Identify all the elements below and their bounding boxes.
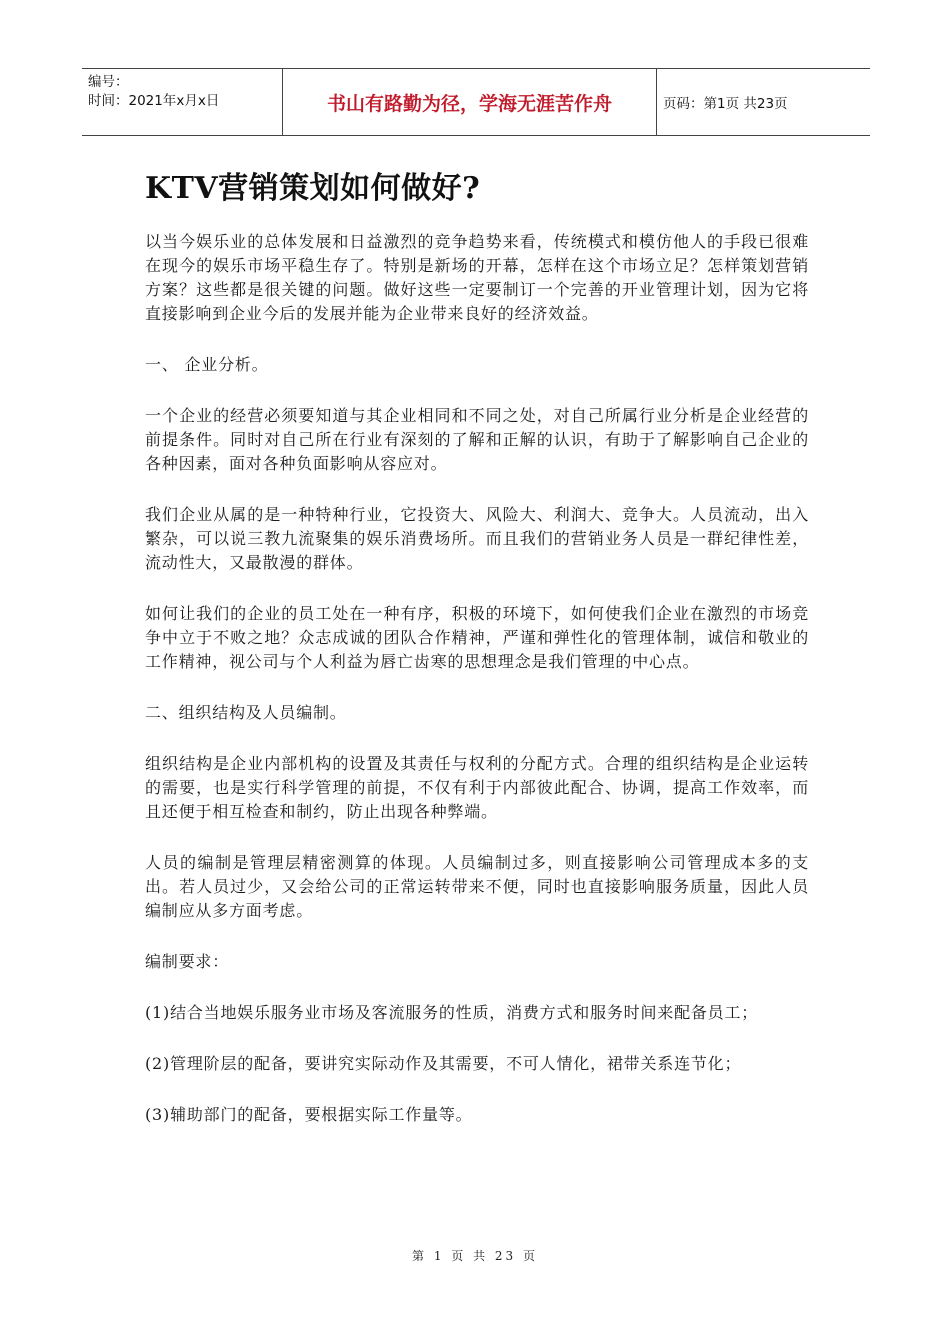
- document-body: [145, 230, 809, 1154]
- paragraph-intro: 以当今娱乐业的总体发展和日益激烈的竞争趋势来看，传统模式和模仿他人的手段已很难在现今的娱乐市场平稳生存了。特别是新场的开幕，怎样在这个市场立足？怎样策划营销方案？这些都是很关键的问题。做好这些一定要制订一个完善的开业管理计划，因为它将直接影响到企业今后的发展并能为企业带来良好的经济效益。: [145, 232, 809, 323]
- time-label: 时间：2021年x月x日: [88, 93, 220, 109]
- document-title: KTV营销策划如何做好?: [145, 171, 481, 206]
- page-footer: 第 1 页 共 23 页: [412, 1249, 538, 1263]
- page-header: [82, 68, 870, 136]
- header-page-info: 页码：第1页 共23页: [663, 96, 788, 112]
- section-heading-organization: 二、组织结构及人员编制。: [145, 703, 347, 722]
- section-heading-enterprise-analysis: 一、 企业分析。: [145, 355, 269, 374]
- paragraph: 一个企业的经营必须要知道与其企业相同和不同之处，对自己所属行业分析是企业经营的前提条件。同时对自己所在行业有深刻的了解和正解的认识，有助于了解影响自己企业的各种因素，面对各种负面影响从容应对。: [145, 406, 809, 473]
- header-meta: [82, 69, 282, 135]
- paragraph: 如何让我们的企业的员工处在一种有序，积极的环境下，如何使我们企业在激烈的市场竞争中立于不败之地？众志成诚的团队合作精神，严谨和弹性化的管理体制，诚信和敬业的工作精神，视公司与个人利益为唇亡齿寒的思想理念是我们管理的中心点。: [145, 604, 809, 671]
- paragraph: 组织结构是企业内部机构的设置及其责任与权利的分配方式。合理的组织结构是企业运转的需要，也是实行科学管理的前提，不仅有利于内部彼此配合、协调，提高工作效率，而且还便于相互检查和制约，防止出现各种弊端。: [145, 754, 809, 821]
- staffing-requirements-heading: 编制要求：: [145, 952, 230, 971]
- requirement-item: (3)辅助部门的配备，要根据实际工作量等。: [145, 1105, 473, 1124]
- paragraph: 我们企业从属的是一种特种行业，它投资大、风险大、利润大、竞争大。人员流动，出入繁杂，可以说三教九流聚集的娱乐消费场所。而且我们的营销业务人员是一群纪律性差，流动性大，又最散漫的群体。: [145, 505, 809, 572]
- paragraph: 人员的编制是管理层精密测算的体现。人员编制过多，则直接影响公司管理成本多的支出。若人员过少，又会给公司的正常运转带来不便，同时也直接影响服务质量，因此人员编制应从多方面考虑。: [145, 853, 809, 920]
- serial-number-label: 编号：: [88, 74, 129, 90]
- requirement-item: (1)结合当地娱乐服务业市场及客流服务的性质，消费方式和服务时间来配备员工；: [145, 1003, 759, 1022]
- requirement-item: (2)管理阶层的配备，要讲究实际动作及其需要，不可人情化，裙带关系连节化；: [145, 1054, 742, 1073]
- header-motto: 书山有路勤为径，学海无涯苦作舟: [282, 69, 657, 135]
